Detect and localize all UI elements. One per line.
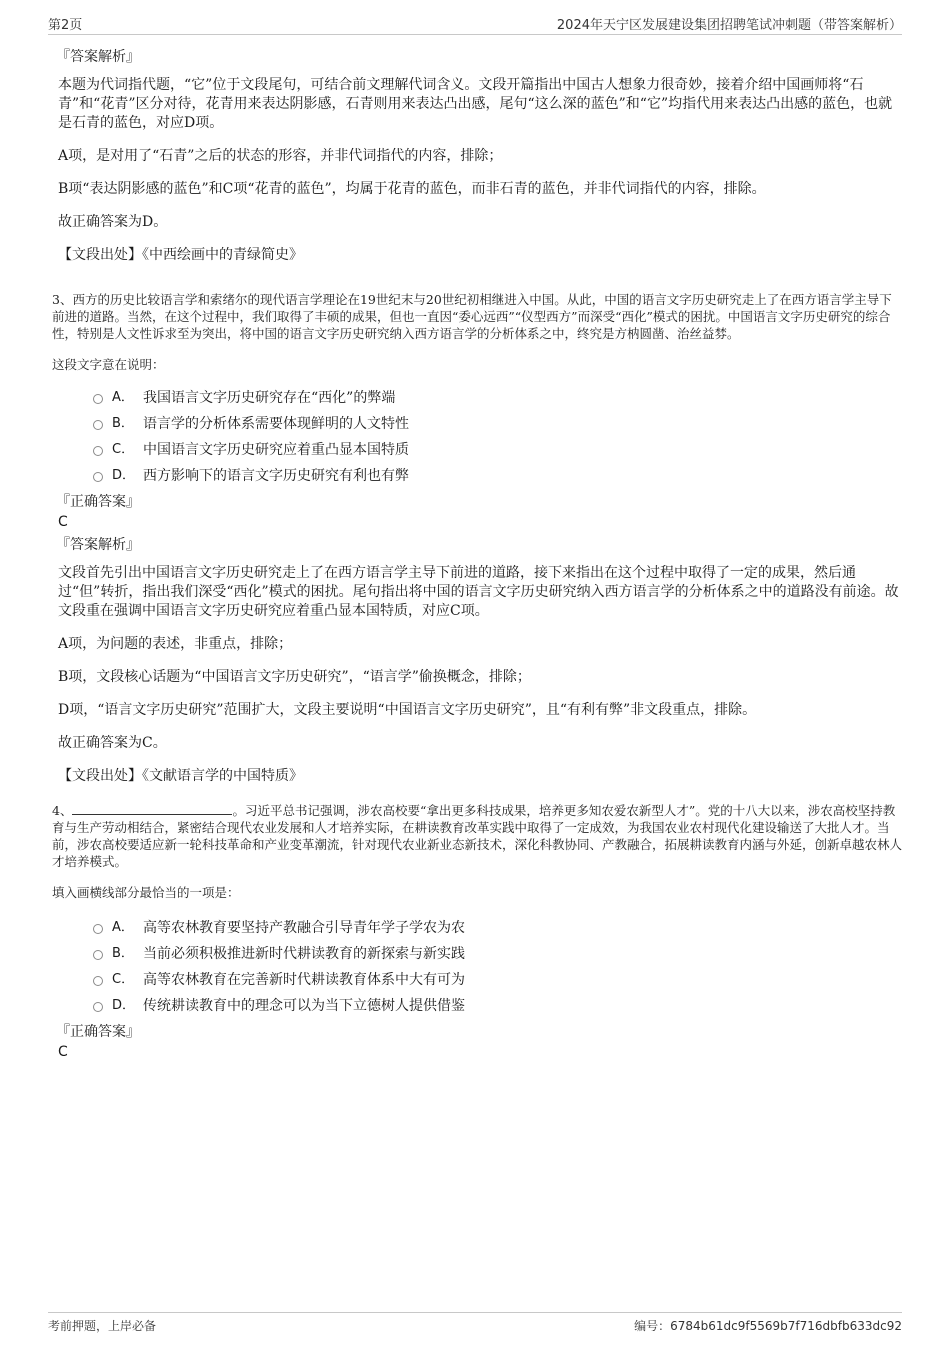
- q4-number: 4、: [52, 803, 73, 818]
- q3-option-c[interactable]: C． 中国语言文字历史研究应着重凸显本国特质: [52, 437, 902, 463]
- q3-analysis-label: 『答案解析』: [56, 537, 140, 553]
- q4-prompt: 填入画横线部分最恰当的一项是：: [52, 885, 240, 900]
- question-4: [52, 802, 902, 1019]
- q2-source: 【文段出处】《中西绘画中的青绿简史》: [58, 247, 303, 263]
- q3-conclusion: 故正确答案为C。: [58, 735, 167, 751]
- q2-analysis-label: 『答案解析』: [56, 49, 140, 65]
- footer-slogan: 考前押题，上岸必备: [48, 1319, 157, 1333]
- radio-icon[interactable]: [93, 1002, 103, 1012]
- document-title: 2024年天宁区发展建设集团招聘笔试冲刺题（带答案解析）: [556, 18, 902, 33]
- radio-icon[interactable]: [93, 950, 103, 960]
- q3-options: [52, 385, 902, 489]
- question-3: [52, 291, 902, 489]
- q4-stem-text: 。习近平总书记强调，涉农高校要“拿出更多科技成果，培养更多知农爱农新型人才”。党的十八大以来，涉农高校坚持教育与生产劳动相结合，紧密结合现代农业发展和人才培养实际，在耕读教育改革实践中取得了一定成效，为我国农业农村现代化建设输送了大批人才。当前，涉农高校要适应新一轮科技革命和产业变革潮流，针对现代农业新业态新技术，深化科教协同、产教融合，拓展耕读教育内涵与外延，创新卓越农林人才培养模式。: [52, 803, 903, 869]
- radio-icon[interactable]: [93, 472, 103, 482]
- page-number: 第2页: [48, 18, 83, 33]
- page-content: [52, 46, 903, 1062]
- fill-blank: [72, 802, 232, 815]
- q4-options: [52, 915, 902, 1019]
- footer-serial: 编号：6784b61dc9f5569b7f716dbfb633dc92: [634, 1319, 902, 1333]
- q3-analysis: 文段首先引出中国语言文字历史研究走上了在西方语言学主导下前进的道路，接下来指出在这个过程中取得了一定的成果，然后通过“但”转折，指出我们深受“西化”模式的困扰。尾句指出将中国的语言文字历史研究纳入西方语言学的分析体系之中的道路没有前途。故文段重在强调中国语言文字历史研究应着重凸显本国特质，对应C项。: [58, 565, 899, 619]
- radio-icon[interactable]: [93, 446, 103, 456]
- radio-icon[interactable]: [93, 976, 103, 986]
- radio-icon[interactable]: [93, 420, 103, 430]
- q4-correct-label: 『正确答案』: [56, 1024, 140, 1040]
- page-header: [48, 14, 902, 35]
- q4-option-d[interactable]: D． 传统耕读教育中的理念可以为当下立德树人提供借鉴: [52, 993, 902, 1019]
- q3-stem: 3、西方的历史比较语言学和索绪尔的现代语言学理论在19世纪末与20世纪初相继进入中国。从此，中国的语言文字历史研究走上了在西方语言学主导下前进的道路。当然，在这个过程中，我们取得了丰硕的成果，但也一直因“委心远西”“仪型西方”而深受“西化”模式的困扰。中国语言文字历史研究的综合性，特别是人文性诉求至为突出，将中国的语言文字历史研究纳入西方语言学的分析体系之中，终究是方枘圆凿、治丝益棼。: [52, 292, 892, 341]
- q4-correct-answer: C: [58, 1044, 68, 1060]
- q2-line-b: B项“表达阴影感的蓝色”和C项“花青的蓝色”，均属于花青的蓝色，而非石青的蓝色，并非代词指代的内容，排除。: [58, 181, 766, 197]
- q3-correct-label: 『正确答案』: [56, 494, 140, 510]
- q2-conclusion: 故正确答案为D。: [58, 214, 168, 230]
- q3-line-a: A项，为问题的表述，非重点，排除；: [58, 636, 293, 652]
- q4-option-b[interactable]: B． 当前必须积极推进新时代耕读教育的新探索与新实践: [52, 941, 902, 967]
- page-footer: [48, 1312, 902, 1339]
- q3-line-d: D项，“语言文字历史研究”范围扩大，文段主要说明“中国语言文字历史研究”，且“有利有弊”非文段重点，排除。: [58, 702, 757, 718]
- radio-icon[interactable]: [93, 394, 103, 404]
- q4-option-c[interactable]: C． 高等农林教育在完善新时代耕读教育体系中大有可为: [52, 967, 902, 993]
- q3-prompt: 这段文字意在说明：: [52, 357, 165, 372]
- q2-line-a: A项，是对用了“石青”之后的状态的形容，并非代词指代的内容，排除；: [58, 148, 503, 164]
- q4-option-a[interactable]: A． 高等农林教育要坚持产教融合引导青年学子学农为农: [52, 915, 902, 941]
- q3-option-b[interactable]: B． 语言学的分析体系需要体现鲜明的人文特性: [52, 411, 902, 437]
- q4-stem: [52, 802, 902, 870]
- q3-option-d[interactable]: D． 西方影响下的语言文字历史研究有利也有弊: [52, 463, 902, 489]
- q3-source: 【文段出处】《文献语言学的中国特质》: [58, 768, 303, 784]
- q3-option-a[interactable]: A． 我国语言文字历史研究存在“西化”的弊端: [52, 385, 902, 411]
- q3-line-b: B项，文段核心话题为“中国语言文字历史研究”，“语言学”偷换概念，排除；: [58, 669, 531, 685]
- radio-icon[interactable]: [93, 924, 103, 934]
- q3-correct-answer: C: [58, 514, 68, 530]
- q2-analysis: 本题为代词指代题，“它”位于文段尾句，可结合前文理解代词含义。文段开篇指出中国古人想象力很奇妙，接着介绍中国画师将“石青”和“花青”区分对待，花青用来表达阴影感，石青则用来表达凸出感，尾句“这么深的蓝色”和“它”均指代用来表达凸出感的蓝色，也就是石青的蓝色，对应D项。: [58, 77, 893, 131]
